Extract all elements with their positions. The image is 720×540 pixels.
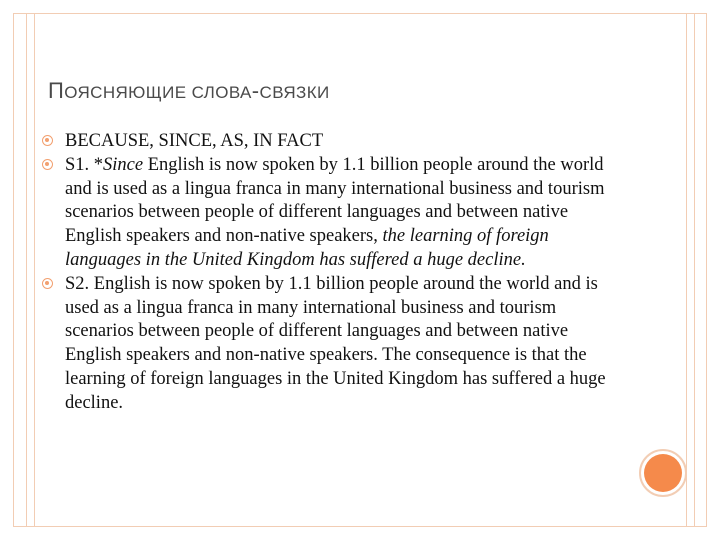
bullet-list (42, 130, 612, 416)
circle-bullet-icon (42, 135, 53, 146)
title-part-2: СВЯЗКИ (259, 83, 330, 102)
slide-title (48, 78, 330, 104)
list-item (42, 273, 612, 416)
bullet-2-italic-clause: the learning of foreign languages in the United Kingdom has suffered a huge decline. (65, 226, 549, 270)
left-margin-line-inner (34, 13, 35, 527)
decorative-circle-fill (644, 454, 682, 492)
circle-bullet-icon (42, 278, 53, 289)
bullet-2-italic-since: Since (103, 154, 144, 175)
title-part-1: ОЯСНЯЮЩИЕ СЛОВА (64, 83, 252, 102)
bullet-1-text: BECAUSE, SINCE, AS, IN FACT (65, 131, 324, 151)
title-dash: - (251, 78, 260, 103)
bullet-2-prefix: S1. * (65, 154, 104, 175)
list-item (42, 130, 612, 154)
circle-bullet-icon (42, 159, 53, 170)
right-margin-line-outer (694, 13, 695, 527)
right-margin-line-inner (686, 13, 687, 527)
title-first-letter: П (48, 78, 65, 103)
bullet-3-text: S2. English is now spoken by 1.1 billion people around the world and is used as a lingua franca in many international business and tourism scenarios between people of different languages and between native English speakers and non-native speakers. The consequence is that the learning of foreign languages in the United Kingdom has suffered a huge decline. (65, 273, 606, 413)
left-margin-line-outer (26, 13, 27, 527)
bullet-2-middle: English is now spoken by 1.1 billion people around the world and is used as a lingua franca in many international business and tourism scenarios between people of different languages and between native English speakers and non-native speakers, (65, 154, 605, 247)
list-item (42, 154, 612, 273)
